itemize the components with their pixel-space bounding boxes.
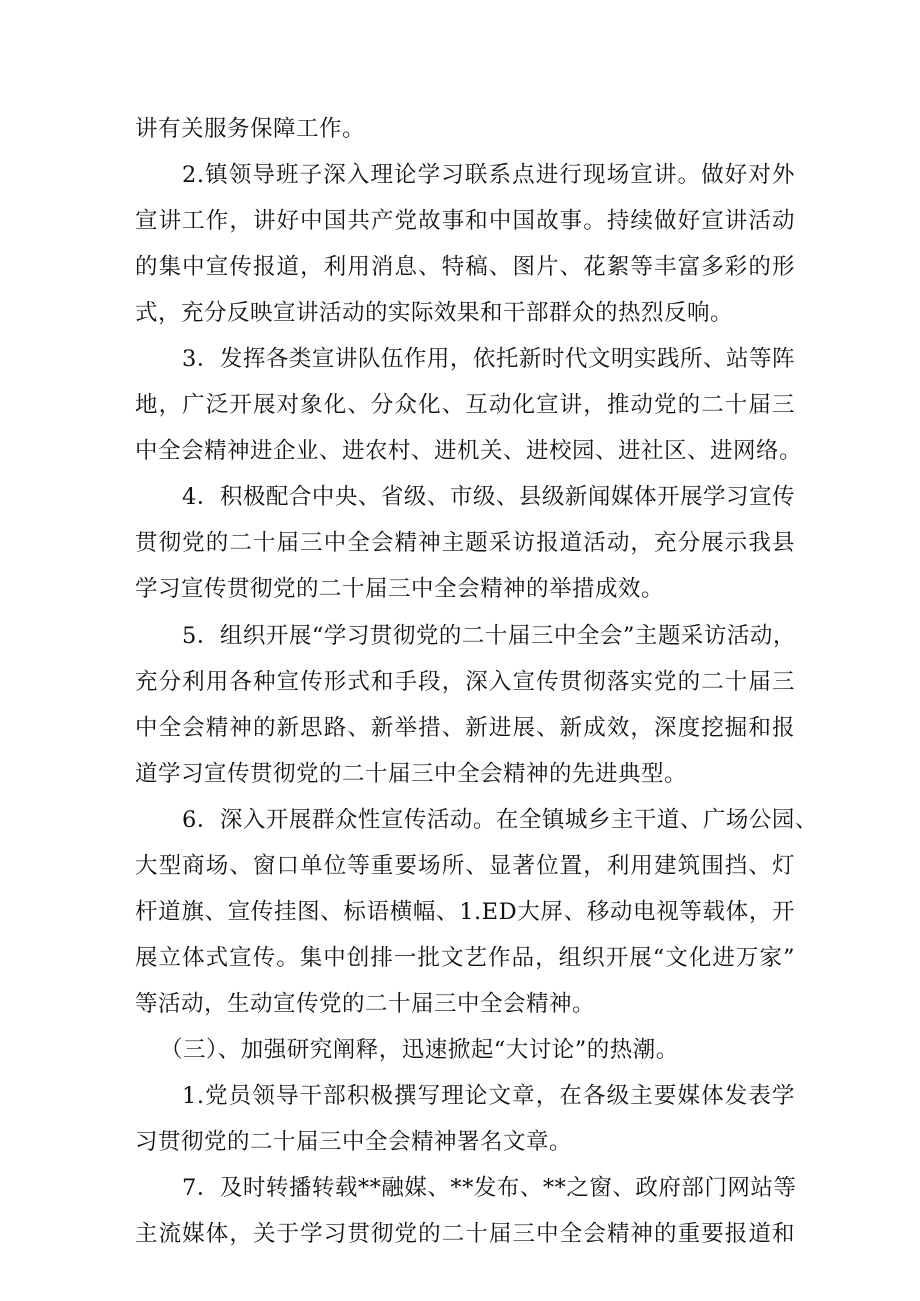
text-line: 7．及时转播转载**融媒、**发布、**之窗、政府部门网站等 [182, 1175, 797, 1201]
text-line: 中全会精神进企业、进农村、进机关、进校园、进社区、进网络。 [135, 438, 803, 464]
text-line: 6．深入开展群众性宣传活动。在全镇城乡主干道、广场公园、 [182, 807, 818, 833]
text-line: 中全会精神的新思路、新举措、新进展、新成效，深度挖掘和报 [135, 715, 795, 741]
text-line: 杆道旗、宣传挂图、标语横幅、1.ED大屏、移动电视等载体，开 [135, 899, 795, 925]
text-line: 大型商场、窗口单位等重要场所、显著位置，利用建筑围挡、灯 [135, 853, 795, 879]
text-line: 贯彻党的二十届三中全会精神主题采访报道活动，充分展示我县 [135, 530, 795, 556]
text-line: 等活动，生动宣传党的二十届三中全会精神。 [135, 991, 596, 1017]
text-line: 道学习宣传贯彻党的二十届三中全会精神的先进典型。 [135, 761, 688, 787]
text-line: 习贯彻党的二十届三中全会精神署名文章。 [135, 1129, 573, 1155]
text-line: 2.镇领导班子深入理论学习联系点进行现场宣讲。做好对外 [182, 162, 795, 188]
text-line: 3．发挥各类宣讲队伍作用，依托新时代文明实践所、站等阵 [182, 346, 795, 372]
text-line: 学习宣传贯彻党的二十届三中全会精神的举措成效。 [135, 576, 665, 602]
text-line: 讲有关服务保障工作。 [135, 116, 366, 142]
text-line: 式，充分反映宣讲活动的实际效果和干部群众的热烈反响。 [135, 300, 734, 326]
text-line: 1.党员领导干部积极撰写理论文章，在各级主要媒体发表学 [182, 1083, 795, 1109]
text-line: 地，广泛开展对象化、分众化、互动化宣讲，推动党的二十届三 [135, 392, 795, 418]
section-heading: （三）、加强研究阐释，迅速掀起“大讨论”的热潮。 [160, 1037, 679, 1063]
text-line: 4．积极配合中央、省级、市级、县级新闻媒体开展学习宣传 [182, 484, 795, 510]
text-line: 展立体式宣传。集中创排一批文艺作品，组织开展“文化进万家” [135, 945, 795, 971]
text-line: 宣讲工作，讲好中国共产党故事和中国故事。持续做好宣讲活动 [135, 208, 795, 234]
text-line: 充分利用各种宣传形式和手段，深入宣传贯彻落实党的二十届三 [135, 669, 795, 695]
text-line: 主流媒体，关于学习贯彻党的二十届三中全会精神的重要报道和 [135, 1221, 795, 1247]
text-line: 的集中宣传报道，利用消息、特稿、图片、花絮等丰富多彩的形 [135, 254, 795, 280]
text-line: 5．组织开展“学习贯彻党的二十届三中全会”主题采访活动， [182, 623, 796, 649]
